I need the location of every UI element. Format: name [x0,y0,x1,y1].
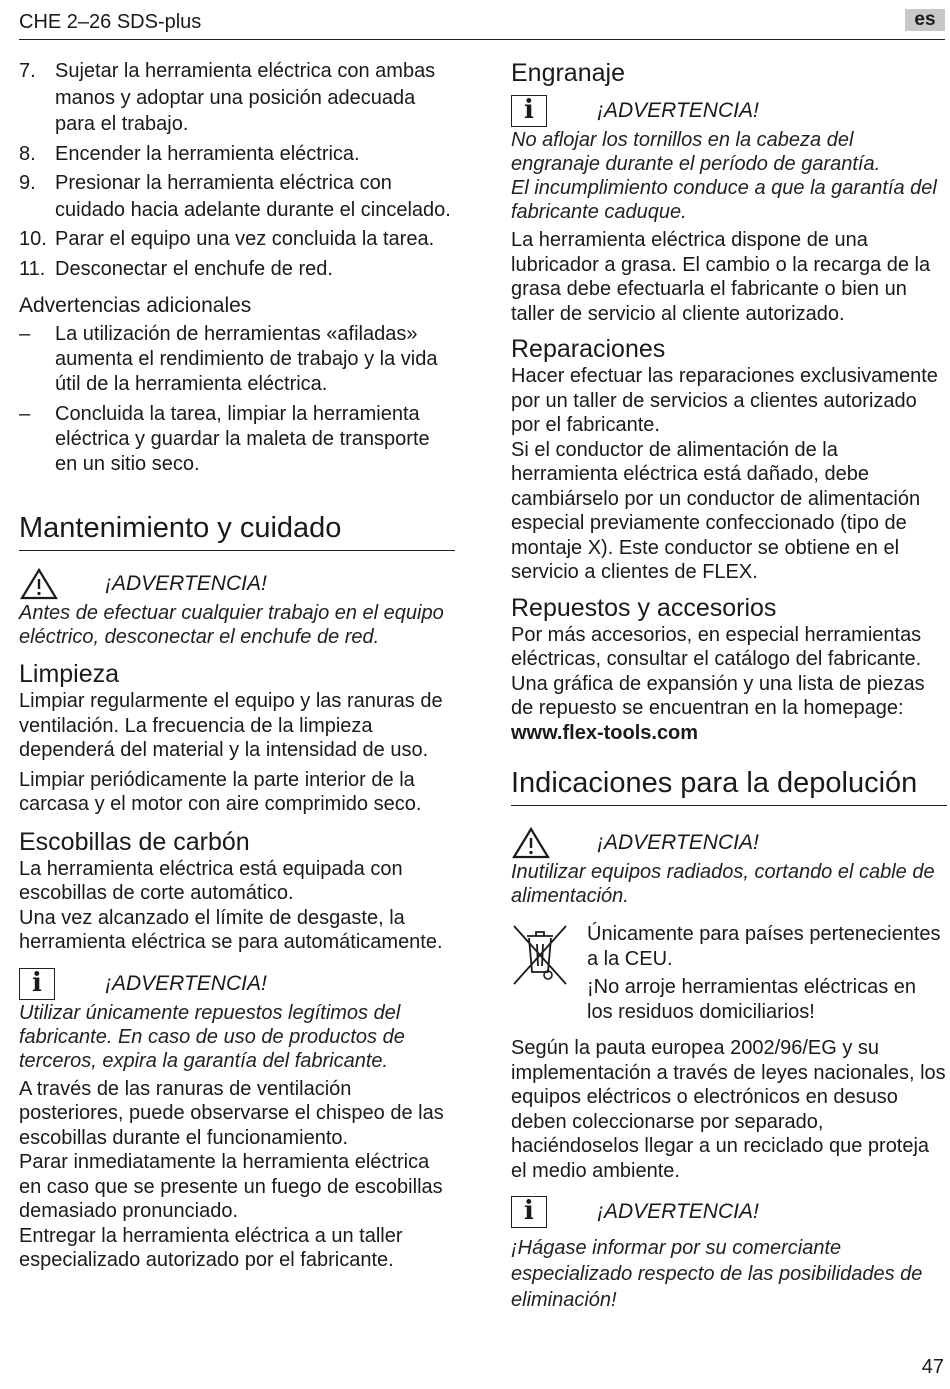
disposal-info [511,1195,947,1229]
warning-title: ¡ADVERTENCIA! [597,831,759,854]
website-link[interactable]: www.flex-tools.com [511,721,699,744]
list-item: 11. Desconectar el enchufe de red. [19,257,333,280]
repairs-heading: Reparaciones [511,335,666,363]
warning-text: Utilizar únicamente repuestos legítimos del fabricante. En caso de uso de productos de terceros, expira la garantía del fabricante. [19,1001,405,1072]
page-number: 47 [921,1356,944,1378]
document-title: CHE 2–26 SDS-plus [19,11,202,33]
weee-line-1: Únicamente para países pertenecientes a la CEU. [587,923,941,970]
spares-heading: Repuestos y accesorios [511,593,777,622]
warning-text: Antes de efectuar cualquier trabajo en el equipo eléctrico, desconectar el enchufe de red. [19,602,444,648]
maintenance-heading: Mantenimiento y cuidado [19,512,455,551]
brushes-text-4: Parar inmediatamente la herramienta eléctrica en caso que se presente un fuego de escobillas demasiado pronunciado. [19,1151,443,1222]
warning-text: No aflojar los tornillos en la cabeza del engranaje durante el período de garantía. [511,129,881,175]
crossed-bin-icon [511,922,569,988]
warning-title: ¡ADVERTENCIA! [105,572,267,595]
language-badge: es [905,9,945,31]
gear-warning [511,94,947,128]
cleaning-text-2: Limpiar periódicamente la parte interior de la carcasa y el motor con aire comprimido seco. [19,768,422,815]
page-header [19,9,945,40]
weee-line-2: ¡No arroje herramientas eléctricas en los residuos domiciliarios! [587,976,917,1023]
gear-text: La herramienta eléctrica dispone de una lubricador a grasa. El cambio o la recarga de la grasa debe efectuarla el fabricante o bien un taller de servicio al cliente autorizado. [511,229,931,325]
info-icon: i [511,95,547,127]
disposal-warning [511,826,947,860]
weee-block [511,922,947,1024]
maintenance-warning [19,567,455,601]
disposal-heading: Indicaciones para la depolución [511,767,947,806]
list-item: 10. Parar el equipo una vez concluida la tarea. [19,228,435,250]
brushes-warning [19,967,455,1001]
list-item: 8. Encender la herramienta eléctrica. [19,142,360,165]
list-item: 7. Sujetar la herramienta eléctrica con ambas manos y adoptar una posición adecuada para el trabajo. [19,60,436,135]
cleaning-heading: Limpieza [19,660,120,688]
steps-list [19,58,455,282]
repairs-text-2: Si el conductor de alimentación de la herramienta eléctrica está dañado, debe cambiárselo por un conductor de alimentación especial previamente confeccionado (tipo de montaje X). Este conductor se obtiene en el servicio a clientes de FLEX. [511,438,921,583]
right-column [511,58,947,1313]
brushes-text-2: Una vez alcanzado el límite de desgaste, la herramienta eléctrica se para automáticamente. [19,906,443,953]
warning-title: ¡ADVERTENCIA! [597,99,759,122]
warning-triangle-icon [19,567,59,601]
brushes-text: La herramienta eléctrica está equipada con escobillas de corte automático. [19,857,403,904]
list-item: – Concluida la tarea, limpiar la herramienta eléctrica y guardar la maleta de transporte en un sitio seco. [19,403,430,475]
weee-text [587,922,947,1024]
brushes-text-3: A través de las ranuras de ventilación posteriores, puede observarse el chispeo de las escobillas durante el funcionamiento. [19,1077,444,1149]
gear-heading: Engranaje [511,59,625,87]
info-icon: i [511,1196,547,1228]
cleaning-text: Limpiar regularmente el equipo y las ranuras de ventilación. La frecuencia de la limpieza dependerá del material y la intensidad de uso. [19,690,443,761]
info-icon: i [19,968,55,1000]
brushes-text-5: Entregar la herramienta eléctrica a un taller especializado autorizado por el fabricante. [19,1224,403,1271]
warning-title: ¡ADVERTENCIA! [105,971,267,995]
warning-text: Inutilizar equipos radiados, cortando el cable de alimentación. [511,861,935,907]
disposal-text: Según la pauta europea 2002/96/EG y su implementación a través de leyes nacionales, los equipos eléctricos o electrónicos en desuso deben coleccionarse por separado, haciéndoselos llegar a un reciclado que proteja el medio ambiente. [511,1037,946,1182]
spares-text: Por más accesorios, en especial herramientas eléctricas, consultar el catálogo del fabricante. Una gráfica de expansión y una lista de piezas de repuesto se encuentran en la homepage: [511,623,925,719]
left-column [19,58,455,1273]
additional-warnings-list [19,322,455,477]
list-item: 9. Presionar la herramienta eléctrica con cuidado hacia adelante durante el cincelado. [19,172,451,221]
additional-warnings-heading: Advertencias adicionales [19,294,252,317]
warning-text-2: El incumplimiento conduce a que la garantía del fabricante caduque. [511,177,937,223]
warning-title: ¡ADVERTENCIA! [597,1200,759,1223]
warning-triangle-icon [511,826,551,860]
brushes-heading: Escobillas de carbón [19,827,250,856]
warning-text: ¡Hágase informar por su comerciante especializado respecto de las posibilidades de eliminación! [511,1237,923,1311]
list-item: – La utilización de herramientas «afiladas» aumenta el rendimiento de trabajo y la vida útil de la herramienta eléctrica. [19,323,438,395]
repairs-text: Hacer efectuar las reparaciones exclusivamente por un taller de servicios a clientes autorizado por el fabricante. [511,365,938,436]
